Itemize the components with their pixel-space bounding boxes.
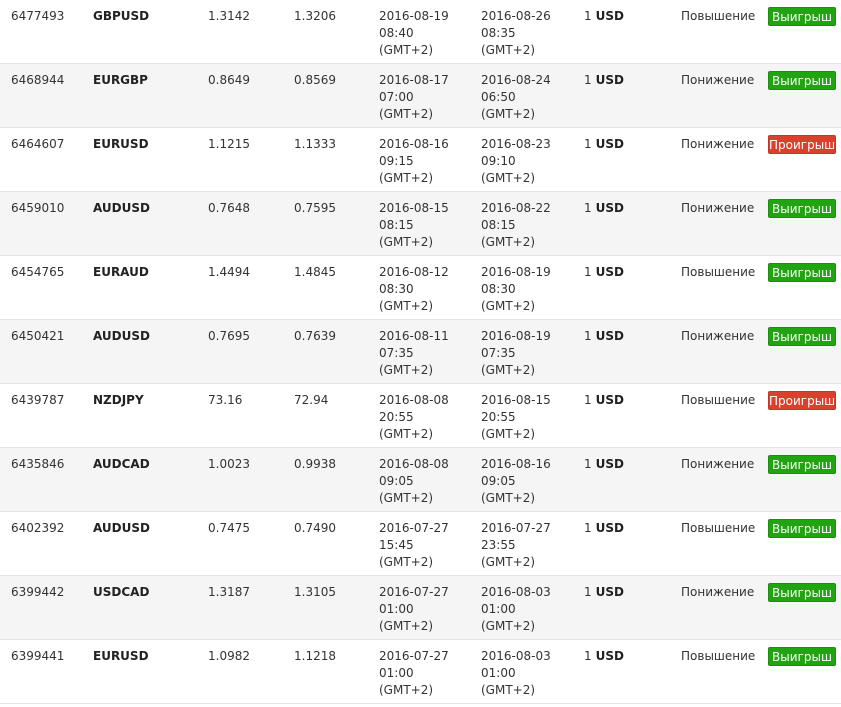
close-date: 2016-08-16 bbox=[481, 457, 551, 471]
close-date: 2016-08-03 bbox=[481, 585, 551, 599]
open-date: 2016-08-08 bbox=[379, 393, 449, 407]
close-clock: 08:30 bbox=[481, 282, 516, 296]
close-clock: 23:55 bbox=[481, 538, 516, 552]
close-price: 0.9938 bbox=[294, 457, 336, 471]
win-badge: Выигрыш bbox=[768, 7, 836, 26]
open-date: 2016-08-16 bbox=[379, 137, 449, 151]
result-cell bbox=[768, 647, 836, 666]
close-time bbox=[481, 8, 551, 59]
close-price: 1.3105 bbox=[294, 585, 336, 599]
close-date: 2016-07-27 bbox=[481, 521, 551, 535]
result-cell bbox=[768, 391, 836, 410]
amount-value: 1 bbox=[584, 521, 592, 535]
amount-currency: USD bbox=[595, 265, 624, 279]
trade-amount bbox=[584, 520, 624, 537]
amount-currency: USD bbox=[595, 329, 624, 343]
open-date: 2016-08-19 bbox=[379, 9, 449, 23]
close-timezone: (GMT+2) bbox=[481, 427, 536, 441]
close-time bbox=[481, 520, 551, 571]
trade-direction: Понижение bbox=[681, 585, 755, 599]
close-timezone: (GMT+2) bbox=[481, 171, 536, 185]
open-time bbox=[379, 264, 449, 315]
amount-currency: USD bbox=[595, 201, 624, 215]
open-price: 1.3142 bbox=[208, 9, 250, 23]
win-badge: Выигрыш bbox=[768, 71, 836, 90]
close-date: 2016-08-23 bbox=[481, 137, 551, 151]
close-time bbox=[481, 392, 551, 443]
result-cell bbox=[768, 7, 836, 26]
table-row bbox=[0, 64, 841, 128]
win-badge: Выигрыш bbox=[768, 519, 836, 538]
amount-value: 1 bbox=[584, 585, 592, 599]
trade-id: 6435846 bbox=[11, 457, 65, 471]
open-time bbox=[379, 200, 449, 251]
trade-amount bbox=[584, 648, 624, 665]
amount-value: 1 bbox=[584, 201, 592, 215]
trade-id: 6402392 bbox=[11, 521, 65, 535]
close-timezone: (GMT+2) bbox=[481, 363, 536, 377]
open-clock: 15:45 bbox=[379, 538, 414, 552]
trade-amount bbox=[584, 328, 624, 345]
close-date: 2016-08-19 bbox=[481, 329, 551, 343]
close-clock: 20:55 bbox=[481, 410, 516, 424]
close-date: 2016-08-03 bbox=[481, 649, 551, 663]
open-time bbox=[379, 648, 449, 699]
win-badge: Выигрыш bbox=[768, 263, 836, 282]
result-cell bbox=[768, 263, 836, 282]
trade-amount bbox=[584, 200, 624, 217]
amount-value: 1 bbox=[584, 137, 592, 151]
amount-currency: USD bbox=[595, 457, 624, 471]
close-price: 1.4845 bbox=[294, 265, 336, 279]
trade-direction: Повышение bbox=[681, 649, 756, 663]
close-date: 2016-08-22 bbox=[481, 201, 551, 215]
table-row bbox=[0, 320, 841, 384]
close-clock: 08:35 bbox=[481, 26, 516, 40]
table-row bbox=[0, 0, 841, 64]
open-time bbox=[379, 584, 449, 635]
open-price: 1.1215 bbox=[208, 137, 250, 151]
win-badge: Выигрыш bbox=[768, 327, 836, 346]
close-clock: 01:00 bbox=[481, 666, 516, 680]
open-price: 1.4494 bbox=[208, 265, 250, 279]
open-date: 2016-08-15 bbox=[379, 201, 449, 215]
result-cell bbox=[768, 327, 836, 346]
open-timezone: (GMT+2) bbox=[379, 43, 434, 57]
trade-amount bbox=[584, 8, 624, 25]
close-date: 2016-08-19 bbox=[481, 265, 551, 279]
open-timezone: (GMT+2) bbox=[379, 555, 434, 569]
close-timezone: (GMT+2) bbox=[481, 235, 536, 249]
asset-symbol: GBPUSD bbox=[93, 9, 150, 23]
close-price: 0.7639 bbox=[294, 329, 336, 343]
asset-symbol: EURGBP bbox=[93, 73, 148, 87]
amount-currency: USD bbox=[595, 9, 624, 23]
close-price: 1.3206 bbox=[294, 9, 336, 23]
open-date: 2016-08-11 bbox=[379, 329, 449, 343]
trade-id: 6439787 bbox=[11, 393, 65, 407]
amount-value: 1 bbox=[584, 9, 592, 23]
open-date: 2016-08-17 bbox=[379, 73, 449, 87]
open-clock: 09:05 bbox=[379, 474, 414, 488]
open-clock: 08:40 bbox=[379, 26, 414, 40]
asset-symbol: AUDUSD bbox=[93, 521, 150, 535]
open-timezone: (GMT+2) bbox=[379, 619, 434, 633]
table-row bbox=[0, 576, 841, 640]
close-time bbox=[481, 584, 551, 635]
close-price: 0.7490 bbox=[294, 521, 336, 535]
open-price: 1.0982 bbox=[208, 649, 250, 663]
open-timezone: (GMT+2) bbox=[379, 491, 434, 505]
trade-amount bbox=[584, 584, 624, 601]
trade-direction: Повышение bbox=[681, 9, 756, 23]
result-cell bbox=[768, 199, 836, 218]
open-date: 2016-08-08 bbox=[379, 457, 449, 471]
asset-symbol: USDCAD bbox=[93, 585, 150, 599]
close-timezone: (GMT+2) bbox=[481, 555, 536, 569]
trade-direction: Понижение bbox=[681, 201, 755, 215]
close-clock: 01:00 bbox=[481, 602, 516, 616]
trade-id: 6477493 bbox=[11, 9, 65, 23]
close-clock: 08:15 bbox=[481, 218, 516, 232]
open-clock: 08:15 bbox=[379, 218, 414, 232]
asset-symbol: EURUSD bbox=[93, 137, 149, 151]
amount-currency: USD bbox=[595, 393, 624, 407]
table-row bbox=[0, 128, 841, 192]
open-timezone: (GMT+2) bbox=[379, 107, 434, 121]
close-time bbox=[481, 264, 551, 315]
open-time bbox=[379, 136, 449, 187]
trade-amount bbox=[584, 264, 624, 281]
result-cell bbox=[768, 519, 836, 538]
amount-currency: USD bbox=[595, 521, 624, 535]
amount-currency: USD bbox=[595, 73, 624, 87]
open-price: 1.3187 bbox=[208, 585, 250, 599]
amount-value: 1 bbox=[584, 329, 592, 343]
close-time bbox=[481, 72, 551, 123]
table-row bbox=[0, 384, 841, 448]
trade-id: 6450421 bbox=[11, 329, 65, 343]
open-clock: 08:30 bbox=[379, 282, 414, 296]
amount-currency: USD bbox=[595, 585, 624, 599]
open-price: 0.8649 bbox=[208, 73, 250, 87]
amount-value: 1 bbox=[584, 649, 592, 663]
close-price: 0.7595 bbox=[294, 201, 336, 215]
open-time bbox=[379, 72, 449, 123]
trade-amount bbox=[584, 136, 624, 153]
close-timezone: (GMT+2) bbox=[481, 107, 536, 121]
asset-symbol: NZDJPY bbox=[93, 393, 144, 407]
open-timezone: (GMT+2) bbox=[379, 171, 434, 185]
trade-direction: Понижение bbox=[681, 73, 755, 87]
result-cell bbox=[768, 455, 836, 474]
close-date: 2016-08-26 bbox=[481, 9, 551, 23]
asset-symbol: EURAUD bbox=[93, 265, 149, 279]
amount-value: 1 bbox=[584, 73, 592, 87]
open-date: 2016-07-27 bbox=[379, 585, 449, 599]
asset-symbol: AUDUSD bbox=[93, 329, 150, 343]
close-date: 2016-08-15 bbox=[481, 393, 551, 407]
result-cell bbox=[768, 135, 836, 154]
trade-direction: Понижение bbox=[681, 457, 755, 471]
close-price: 0.8569 bbox=[294, 73, 336, 87]
open-clock: 07:00 bbox=[379, 90, 414, 104]
loss-badge: Проигрыш bbox=[768, 391, 836, 410]
open-time bbox=[379, 520, 449, 571]
open-clock: 07:35 bbox=[379, 346, 414, 360]
close-price: 1.1333 bbox=[294, 137, 336, 151]
open-time bbox=[379, 8, 449, 59]
result-cell bbox=[768, 71, 836, 90]
open-price: 0.7695 bbox=[208, 329, 250, 343]
close-timezone: (GMT+2) bbox=[481, 683, 536, 697]
trade-id: 6454765 bbox=[11, 265, 65, 279]
close-price: 1.1218 bbox=[294, 649, 336, 663]
open-timezone: (GMT+2) bbox=[379, 363, 434, 377]
win-badge: Выигрыш bbox=[768, 647, 836, 666]
trade-amount bbox=[584, 72, 624, 89]
trade-direction: Повышение bbox=[681, 521, 756, 535]
open-time bbox=[379, 392, 449, 443]
close-timezone: (GMT+2) bbox=[481, 619, 536, 633]
table-row bbox=[0, 512, 841, 576]
open-date: 2016-07-27 bbox=[379, 649, 449, 663]
close-clock: 06:50 bbox=[481, 90, 516, 104]
asset-symbol: AUDCAD bbox=[93, 457, 150, 471]
loss-badge: Проигрыш bbox=[768, 135, 836, 154]
open-clock: 01:00 bbox=[379, 666, 414, 680]
close-time bbox=[481, 328, 551, 379]
trade-direction: Понижение bbox=[681, 329, 755, 343]
trade-id: 6468944 bbox=[11, 73, 65, 87]
asset-symbol: AUDUSD bbox=[93, 201, 150, 215]
table-row bbox=[0, 192, 841, 256]
close-time bbox=[481, 200, 551, 251]
open-timezone: (GMT+2) bbox=[379, 299, 434, 313]
table-row bbox=[0, 448, 841, 512]
close-timezone: (GMT+2) bbox=[481, 491, 536, 505]
result-cell bbox=[768, 583, 836, 602]
win-badge: Выигрыш bbox=[768, 583, 836, 602]
close-clock: 09:05 bbox=[481, 474, 516, 488]
amount-currency: USD bbox=[595, 649, 624, 663]
trade-id: 6464607 bbox=[11, 137, 65, 151]
open-clock: 09:15 bbox=[379, 154, 414, 168]
close-clock: 07:35 bbox=[481, 346, 516, 360]
open-price: 0.7475 bbox=[208, 521, 250, 535]
trade-id: 6459010 bbox=[11, 201, 65, 215]
trade-direction: Повышение bbox=[681, 393, 756, 407]
open-price: 1.0023 bbox=[208, 457, 250, 471]
open-price: 73.16 bbox=[208, 393, 243, 407]
trade-amount bbox=[584, 456, 624, 473]
open-price: 0.7648 bbox=[208, 201, 250, 215]
table-row bbox=[0, 640, 841, 704]
trade-amount bbox=[584, 392, 624, 409]
close-timezone: (GMT+2) bbox=[481, 299, 536, 313]
open-clock: 01:00 bbox=[379, 602, 414, 616]
open-timezone: (GMT+2) bbox=[379, 235, 434, 249]
open-date: 2016-08-12 bbox=[379, 265, 449, 279]
amount-value: 1 bbox=[584, 457, 592, 471]
amount-value: 1 bbox=[584, 393, 592, 407]
close-clock: 09:10 bbox=[481, 154, 516, 168]
win-badge: Выигрыш bbox=[768, 199, 836, 218]
amount-value: 1 bbox=[584, 265, 592, 279]
table-row bbox=[0, 256, 841, 320]
open-time bbox=[379, 328, 449, 379]
open-date: 2016-07-27 bbox=[379, 521, 449, 535]
trade-direction: Повышение bbox=[681, 265, 756, 279]
trade-direction: Понижение bbox=[681, 137, 755, 151]
open-clock: 20:55 bbox=[379, 410, 414, 424]
close-timezone: (GMT+2) bbox=[481, 43, 536, 57]
win-badge: Выигрыш bbox=[768, 455, 836, 474]
open-timezone: (GMT+2) bbox=[379, 427, 434, 441]
close-time bbox=[481, 456, 551, 507]
close-time bbox=[481, 648, 551, 699]
trade-id: 6399441 bbox=[11, 649, 65, 663]
asset-symbol: EURUSD bbox=[93, 649, 149, 663]
open-timezone: (GMT+2) bbox=[379, 683, 434, 697]
close-price: 72.94 bbox=[294, 393, 329, 407]
trade-id: 6399442 bbox=[11, 585, 65, 599]
close-time bbox=[481, 136, 551, 187]
amount-currency: USD bbox=[595, 137, 624, 151]
close-date: 2016-08-24 bbox=[481, 73, 551, 87]
open-time bbox=[379, 456, 449, 507]
